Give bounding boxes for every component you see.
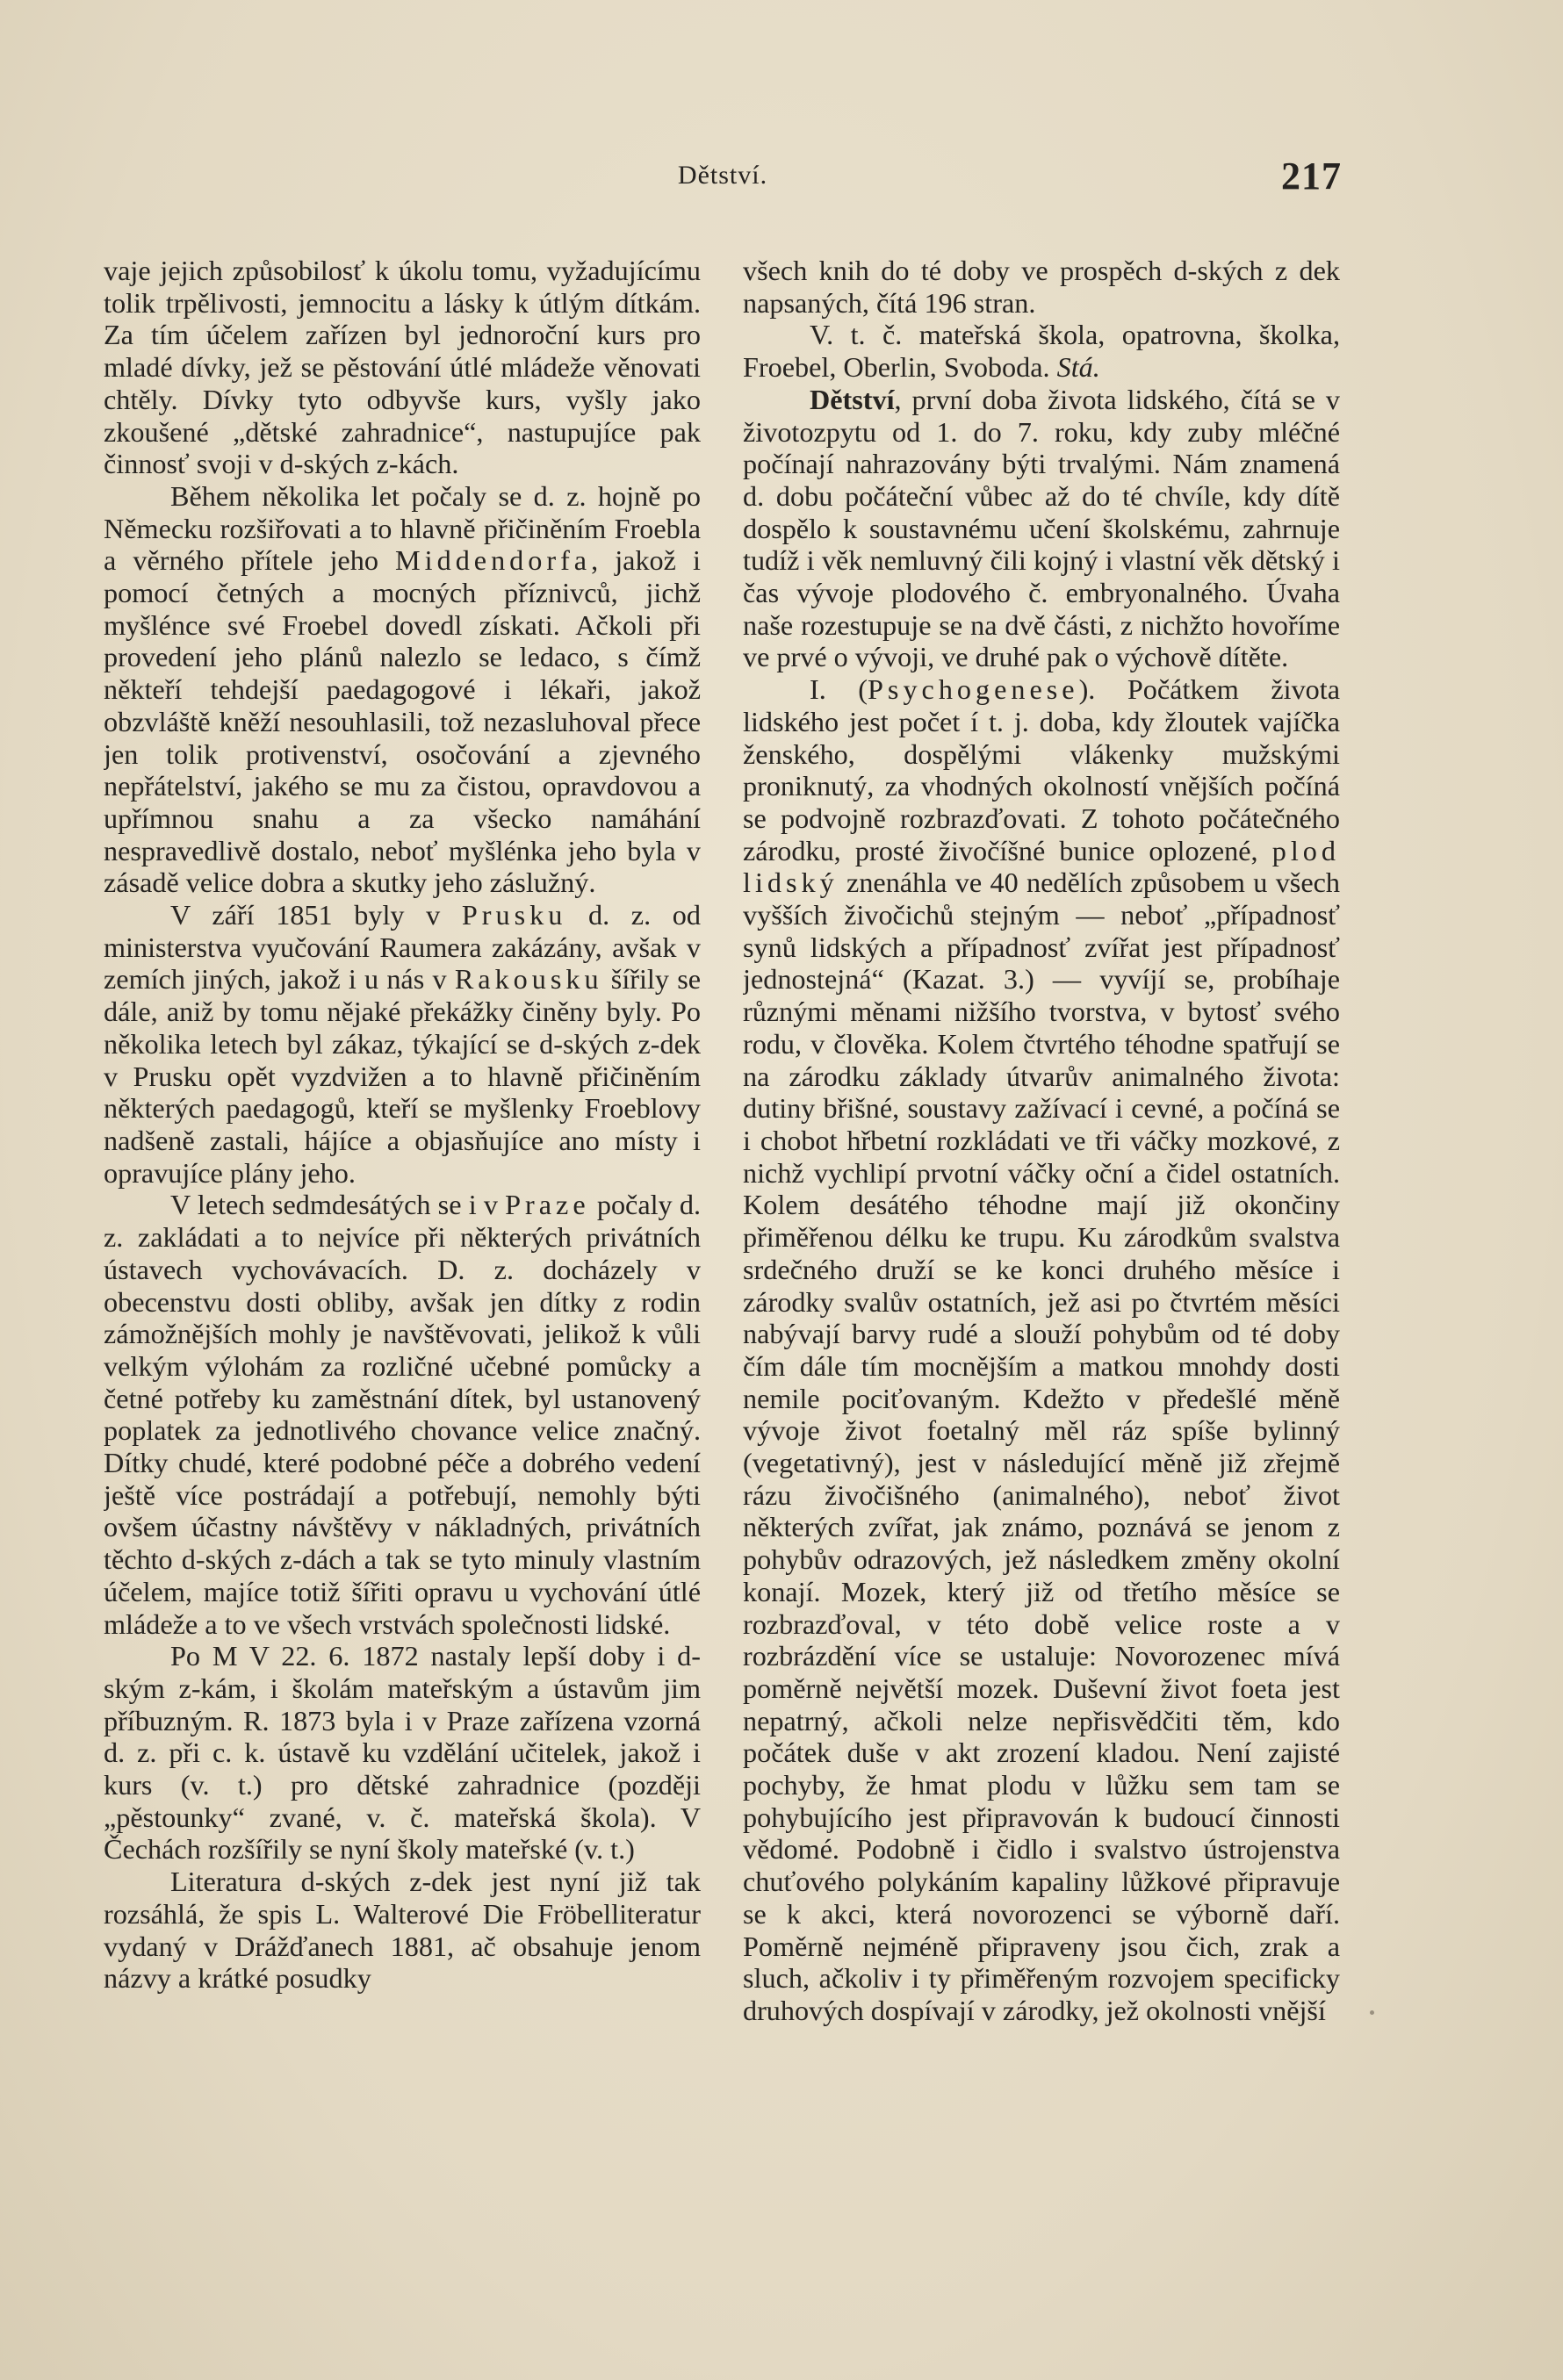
left-column (104, 255, 701, 2300)
running-head: Dětství. (677, 161, 768, 190)
paragraph (743, 673, 1340, 2027)
text-run: šířily se dále, aniž by tomu nějaké překážky činěny byly. Po několika letech byl zákaz, týkající se d-ských z-dek v Prusku opět vyzdvižen a to hlavně přičiněním některých paedagogů, kteří se myšlenky Froeblovy nadšeně zastali, hájíce a objasňujíce ano místy i opravujíce plány jeho. (104, 963, 701, 1189)
text-run: ). Počátkem života lidského jest počet í t. j. doba, kdy žloutek vajíčka ženského, dospělými vlákenky mužskými proniknutý, za vhodných okolností vnějších počíná se podvojně rozbrazďovati. Z tohoto počátečného zárodku, prosté živočíšné bunice oplozené, (743, 673, 1340, 866)
emphasized-term: Psychogenese (868, 673, 1079, 706)
text-run: I. ( (810, 673, 868, 706)
text-run: znenáhla ve 40 nedělích způsobem u všech vyšších živočichů stejným — neboť „případnosť synů lidských a případnosť zvířat jest případnosť jednostejná“ (Kazat. 3.) — vyvíjí se, probíhaje různými měnami nižšího tvorstva, v bytosť svého rodu, v člověka. Kolem čtvrtého téhodne spatřují se na zárodku základy útvarův animalného života: dutiny břišné, soustavy zažívací i cevné, a počíná se i chobot hřbetní rozkládati ve tři váčky mozkové, z nichž vychlipí prvotní váčky oční a čidel ostatních. Kolem desátého téhodne mají již okončiny přiměřenou délku ke trupu. Ku zárodkům svalstva srdečného druží se ke konci druhého měsíce i zárodky svalův ostatních, jež asi po čtvrtém měsíci nabývají barvy rudé a slouží pohybům od té doby čím dále tím mocnějším a matkou mnohdy dosti nemile pociťovaným. Kdežto v předešlé měně vývoje život foetalný měl ráz spíše bylinný (vegetativný), jest v následující měně již zřejmě rázu živočišného (animalného), neboť život některých zvířat, jak známo, poznává se jenom z pohybův odrazových, jež následkem změny okolní konají. Mozek, který již od třetího měsíce se rozbrazďoval, v této době velice roste a v rozbrázdění více se ustaluje: Novorozenec mívá poměrně největší mozek. Duševní život foeta jest nepatrný, ačkoli nelze nepřisvědčiti těm, kdo počátek duše v akt zrození kladou. Není zajisté pochyby, že hmat plodu v lůžku sem tam se pohybujícího jest připravován k budoucí činnosti vědomé. Podobně i čidlo i svalstvo ústrojenstva chuťového polykáním kapaliny lůžkové připravuje se k akci, která novorozenci se výborně daří. Poměrně nejméně připraveny jsou čich, zrak a sluch, ačkoliv i ty přiměřeným rozvojem specificky druhových dospívají v zárodky, jež okolnosti vnější (743, 866, 1340, 2026)
text-run: V. t. č. mateřská škola, opatrovna, školka, Froebel, Oberlin, Svoboda. (743, 319, 1340, 384)
paragraph: vaje jejich způsobilosť k úkolu tomu, vyžadujícímu tolik trpělivosti, jemnocitu a lásky k útlým dítkám. Za tím účelem zařízen byl jednoroční kurs pro mladé dívky, jež se pěstování útlé mládeže věnovati chtěly. Dívky tyto odbyvše kurs, vyšly jako zkoušené „dětské zahradnice“, nastupujíce pak činnosť svoji v d-ských z-kách. (104, 255, 701, 480)
entry-paragraph (743, 384, 1340, 673)
text-run: d. z. od ministerstva vyučování Raumera zakázány, avšak v zemích jiných, jakož i u nás v (104, 899, 701, 996)
paragraph: všech knih do té doby ve prospěch d-ských z dek napsaných, čítá 196 stran. (743, 255, 1340, 319)
text-run: V září 1851 byly v (170, 899, 462, 931)
emphasized-name: Rakousku (454, 963, 603, 996)
emphasized-name: Praze (505, 1189, 590, 1221)
entry-term: Dětství (810, 383, 895, 415)
paragraph: Literatura d-ských z-dek jest nyní již tak rozsáhlá, že spis L. Walterové Die Fröbelliteratur vydaný v Drážďanech 1881, ač obsahuje jenom názvy a krátké posudky (104, 1866, 701, 1995)
right-column (743, 255, 1340, 2300)
emphasized-term: plod lidský (743, 834, 1340, 899)
emphasized-name: Prusku (461, 899, 567, 931)
author-signature: Stá. (1056, 351, 1100, 384)
text-run: Během několika let počaly se d. z. hojně po Německu rozšiřovati a to hlavně přičiněním Froebla a věrného přítele jeho (104, 479, 701, 577)
text-run: počaly d. z. zakládati a to nejvíce při některých privátních ústavech vychovávacích. D. z. docházely v obecenstvu dosti obliby, avšak jen dítky z rodin zámožnějších mohly je navštěvovati, jelikož k vůli velkým výlohám za rozličné učebné pomůcky a četné potřeby ku zaměstnání dítek, byl ustanovený poplatek za jednotlivého chovance velice značný. Dítky chudé, které podobné péče a dobrého vedení ještě více postrádají a potřebují, nemohly býti ovšem účastny návštěvy v nákladných, privátních těchto d-ských z-dách a tak se tyto minuly vlastním účelem, majíce totiž šířiti opravu u vychování útlé mládeže a to ve všech vrstvách společnosti lidské. (104, 1189, 701, 1640)
paragraph (104, 1189, 701, 1640)
paper-speck (1370, 2010, 1374, 2015)
paragraph (743, 319, 1340, 383)
text-run: , první doba života lidského, čítá se v životozpytu od 1. do 7. roku, kdy zuby mléčné počínají nahrazovány býti trvalými. Nám znamená d. dobu počáteční vůbec až do té chvíle, kdy dítě dospělo k soustavnému učení školskému, zahrnuje tudíž i věk nemluvný čili kojný i vlastní věk dětský i čas vývoje plodového č. embryonalného. Úvaha naše rozestupuje se na dvě části, z nichžto hovoříme ve prvé o vývoji, ve druhé pak o výchově dítěte. (743, 383, 1340, 673)
emphasized-name: Middendorfa (395, 544, 592, 577)
page-number: 217 (1281, 155, 1342, 198)
text-run: V letech sedmdesátých se i v (170, 1189, 506, 1221)
paragraph (104, 480, 701, 899)
paragraph: Po M V 22. 6. 1872 nastaly lepší doby i d-ským z-kám, i školám mateřským a ústavům jim příbuzným. R. 1873 byla i v Praze zařízena vzorná d. z. při c. k. ústavě ku vzdělání učitelek, jakož i kurs (v. t.) pro dětské zahradnice (později „pěstounky“ zvané, v. č. mateřská škola). V Čechách rozšířily se nyní školy mateřské (v. t.) (104, 1640, 701, 1866)
paragraph (104, 899, 701, 1189)
page-header (104, 154, 1342, 206)
text-run: , jakož i pomocí četných a mocných příznivců, jichž myšlénce své Froebel dovedl získati. Ačkoli při provedení jeho plánů nalezlo se ledaco, s čímž někteří tehdejší paedagogové i lékaři, jakož obzvláště kněží nesouhlasili, tož nezasluhoval přece jen tolik protivenství, osočování a zjevného nepřátelství, jakého se mu za čistou, opravdovou a upřímnou snahu a za všecko namáhání nespravedlivě dostalo, neboť myšlénka jeho byla v zásadě velice dobra a skutky jeho záslužný. (104, 544, 701, 899)
